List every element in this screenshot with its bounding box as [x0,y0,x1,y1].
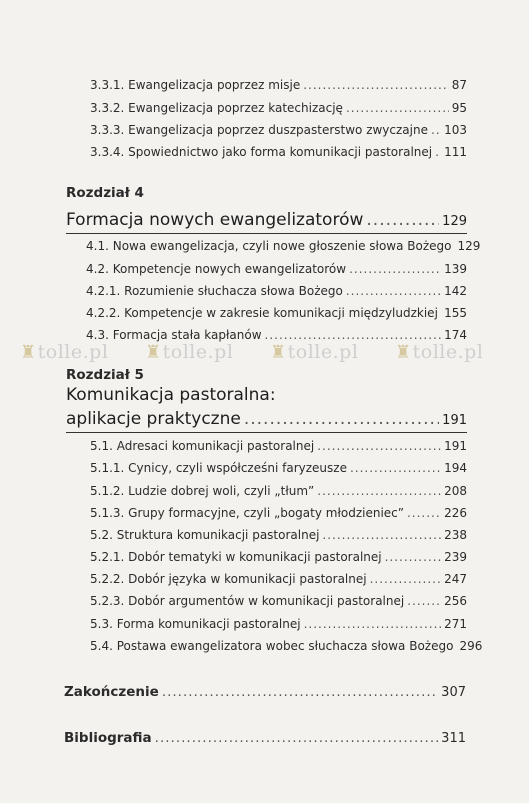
leader-dots [385,550,441,564]
toc-entry [90,123,467,137]
leader-dots [162,684,438,700]
toc-entry [86,328,467,342]
leader-dots [350,461,441,475]
toc-entry-label: 3.3.2. Ewangelizacja poprzez katechizację [90,101,343,115]
toc-entry-label: 5.3. Forma komunikacji pastoralnej [90,617,301,631]
toc-entry [90,484,467,498]
toc-entry [90,617,467,631]
toc-entry [90,594,467,608]
toc-entry [90,101,467,115]
watermark: ♜tolle.pl [270,341,359,363]
toc-entry [90,528,467,542]
toc-entry-page: 139 [444,262,467,276]
leader-dots [346,101,449,115]
toc-entry-label: 5.2.1. Dobór tematyki w komunikacji pastoralnej [90,550,382,564]
toc-entry-page: 296 [459,639,483,653]
leader-dots [431,123,441,137]
toc-entry-page: 191 [444,439,467,453]
toc-entry-page: 307 [441,685,466,700]
leader-dots [155,730,439,746]
toc-entry-label: 5.1.2. Ludzie dobrej woli, czyli „tłum” [90,484,315,498]
toc-entry-label: 5.2.2. Dobór języka w komunikacji pastoralnej [90,572,367,586]
leader-dots [407,506,441,520]
toc-entry [86,284,467,298]
toc-entry-label: 3.3.3. Ewangelizacja poprzez duszpasterstwo zwyczajne [90,123,428,137]
toc-entry [86,262,467,276]
leader-dots [244,409,439,429]
toc-entry-label: 4.1. Nowa ewangelizacja, czyli nowe głoszenie słowa Bożego [86,239,452,253]
divider [66,233,467,234]
toc-entry-page: 155 [444,306,467,320]
leader-dots [435,145,441,159]
tower-icon: ♜ [145,342,162,363]
toc-entry [90,145,467,159]
toc-entry-label: Zakończenie [64,684,159,700]
toc-entry [90,639,483,653]
toc-entry-page: 103 [444,123,467,137]
toc-entry-conclusion [64,684,466,700]
watermark: ♜tolle.pl [20,341,109,363]
leader-dots [304,617,442,631]
toc-entry-page: 311 [441,731,466,746]
toc-entry-label: 4.2.2. Kompetencje w zakresie komunikacji międzyludzkiej [86,306,438,320]
chapter-4-title [66,210,467,230]
leader-dots [317,484,441,498]
leader-dots [317,439,441,453]
toc-entry-label: 4.2. Kompetencje nowych ewangelizatorów [86,262,347,276]
toc-entry-label: 5.1.3. Grupy formacyjne, czyli „bogaty młodzieniec” [90,506,404,520]
chapter-title-page: 129 [442,214,467,229]
toc-entry-page: 194 [444,461,467,475]
divider [66,432,467,433]
toc-entry-label: 5.1.1. Cynicy, czyli współcześni faryzeusze [90,461,347,475]
toc-entry-label: Bibliografia [64,730,152,746]
toc-entry [90,506,467,520]
toc-entry-page: 271 [444,617,467,631]
toc-entry [90,572,467,586]
chapter-title-label: aplikacje praktyczne [66,409,241,429]
toc-entry-page: 142 [444,284,467,298]
tower-icon: ♜ [395,342,412,363]
toc-entry [90,550,467,564]
toc-entry-label: 5.1. Adresaci komunikacji pastoralnej [90,439,315,453]
toc-entry-label: 3.3.4. Spowiednictwo jako forma komunikacji pastoralnej [90,145,433,159]
tower-icon: ♜ [20,342,37,363]
toc-entry-page: 95 [451,101,467,115]
leader-dots [407,594,441,608]
toc-entry-page: 256 [444,594,467,608]
toc-entry [86,306,467,320]
leader-dots [346,284,441,298]
toc-entry-page: 174 [444,328,467,342]
tower-icon: ♜ [270,342,287,363]
toc-entry-label: 5.2.3. Dobór argumentów w komunikacji pastoralnej [90,594,405,608]
toc-entry [90,78,467,92]
leader-dots [265,328,442,342]
leader-dots [366,210,439,230]
leader-dots [370,572,442,586]
toc-entry-label: 3.3.1. Ewangelizacja poprzez misje [90,78,301,92]
chapter-4-heading: Rozdział 4 [66,185,144,201]
toc-entry-page: 129 [457,239,481,253]
toc-entry-label: 5.2. Struktura komunikacji pastoralnej [90,528,320,542]
toc-entry-page: 208 [444,484,467,498]
toc-entry-label: 5.4. Postawa ewangelizatora wobec słuchacza słowa Bożego [90,639,454,653]
watermark: ♜tolle.pl [145,341,234,363]
toc-entry-page: 87 [451,78,467,92]
chapter-5-title [66,409,467,429]
leader-dots [322,528,441,542]
chapter-title-page: 191 [442,413,467,428]
toc-entry-page: 247 [444,572,467,586]
toc-entry-label: 4.2.1. Rozumienie słuchacza słowa Bożego [86,284,343,298]
toc-entry-page: 239 [444,550,467,564]
chapter-5-heading: Rozdział 5 [66,367,144,383]
toc-entry [90,439,467,453]
chapter-5-title-line1: Komunikacja pastoralna: [66,385,276,405]
leader-dots [349,262,441,276]
toc-entry [90,461,467,475]
toc-entry [86,239,481,253]
toc-entry-page: 226 [444,506,467,520]
watermark: ♜tolle.pl [395,341,484,363]
leader-dots [303,78,448,92]
toc-entry-bibliography [64,730,466,746]
toc-entry-page: 111 [444,145,467,159]
toc-entry-label: 4.3. Formacja stała kapłanów [86,328,262,342]
toc-entry-page: 238 [444,528,467,542]
chapter-title-label: Formacja nowych ewangelizatorów [66,210,364,230]
